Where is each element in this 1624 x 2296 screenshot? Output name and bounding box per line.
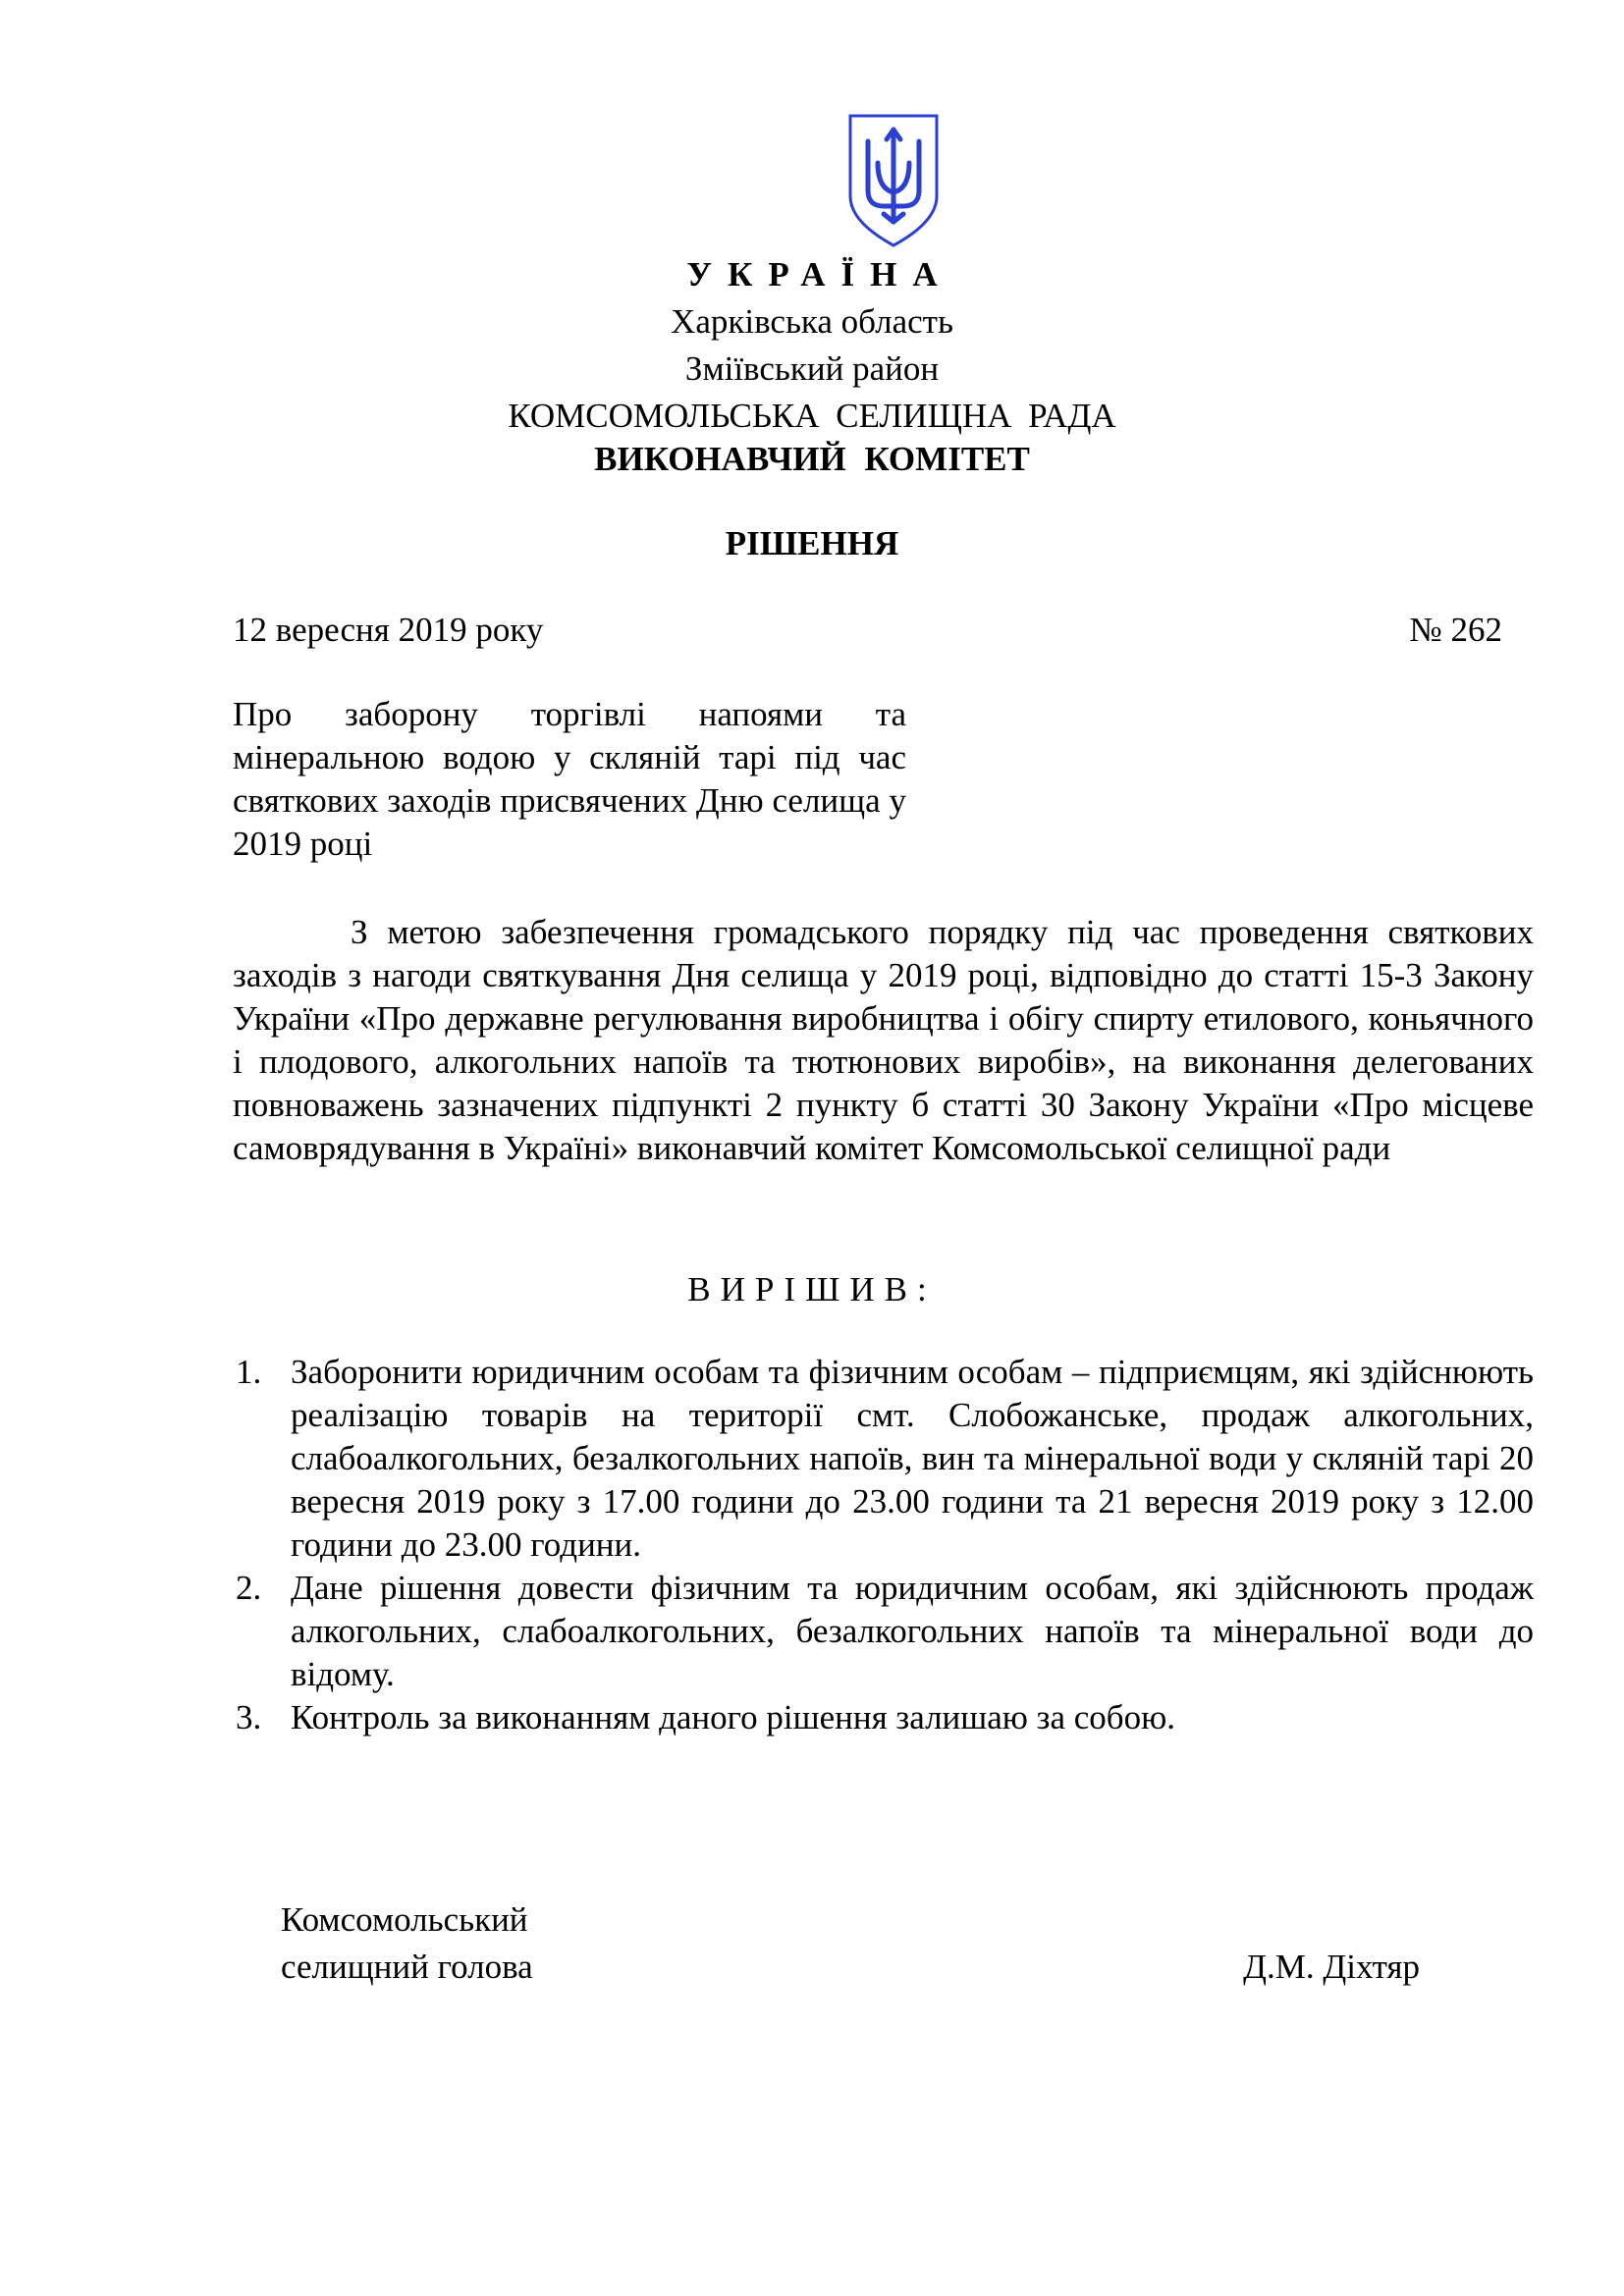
item-text: Дане рішення довести фізичним та юридичним особам, які здійснюють продаж алкогольних, слабоалкогольних, безалкогольних напоїв та мінеральної води до відому. <box>291 1569 1534 1693</box>
signatory-title <box>281 1896 533 1991</box>
item-text: Заборонити юридичним особам та фізичним особам – підприємцям, які здійснюють реалізацію товарів на території смт. Слобожанське, продаж алкогольних, слабоалкогольних, безалкогольних напоїв, вин та мінеральної води у скляній тарі 20 вересня 2019 року з 17.00 години до 23.00 години та 21 вересня 2019 року з 12.00 години до 23.00 години. <box>291 1353 1534 1564</box>
document-type-heading: РІШЕННЯ <box>725 524 899 562</box>
item-number: 1. <box>236 1353 262 1391</box>
country-heading: УКРАЇНА <box>686 255 953 294</box>
item-number: 2. <box>236 1569 262 1607</box>
list-item <box>236 1567 1534 1696</box>
decided-heading: ВИРІШИВ: <box>687 1270 937 1308</box>
signatory-title-line: Комсомольський <box>281 1900 528 1939</box>
trident-icon <box>844 112 943 249</box>
preamble-paragraph: З метою забезпечення громадського порядку під час проведення святкових заходів з нагоди святкування Дня селища у 2019 році, відповідно до статті 15-3 Закону України «Про державне регулювання виробництва і обігу спирту етилового, коньячного і плодового, алкогольних напоїв та тютюнових виробів», на виконання делегованих повноважень зазначених підпункті 2 пункту б статті 30 Закону України «Про місцеве самоврядування в Україні» виконавчий комітет Комсомольської селищної ради <box>233 913 1534 1167</box>
decision-subject: Про заборону торгівлі напоями та мінеральною водою у скляній тарі під час святкових заходів присвячених Дню селища у 2019 році <box>233 695 906 863</box>
rayon-line: Зміївський район <box>684 349 940 388</box>
decision-date: 12 вересня 2019 року <box>233 611 544 649</box>
signatory-name: Д.М. Діхтяр <box>1243 1948 1420 1986</box>
oblast-line: Харківська область <box>671 302 953 341</box>
item-text: Контроль за виконанням даного рішення залишаю за собою. <box>291 1698 1176 1736</box>
list-item <box>236 1351 1534 1567</box>
decision-items-list <box>236 1351 1534 1739</box>
item-number: 3. <box>236 1698 262 1736</box>
list-item <box>236 1696 1534 1739</box>
committee-line: ВИКОНАВЧИЙ КОМІТЕТ <box>594 440 1030 478</box>
council-line: КОМСОМОЛЬСЬКА СЕЛИЩНА РАДА <box>508 397 1116 435</box>
signatory-title-line: селищний голова <box>281 1948 533 1986</box>
decision-number: № 262 <box>1409 611 1502 649</box>
